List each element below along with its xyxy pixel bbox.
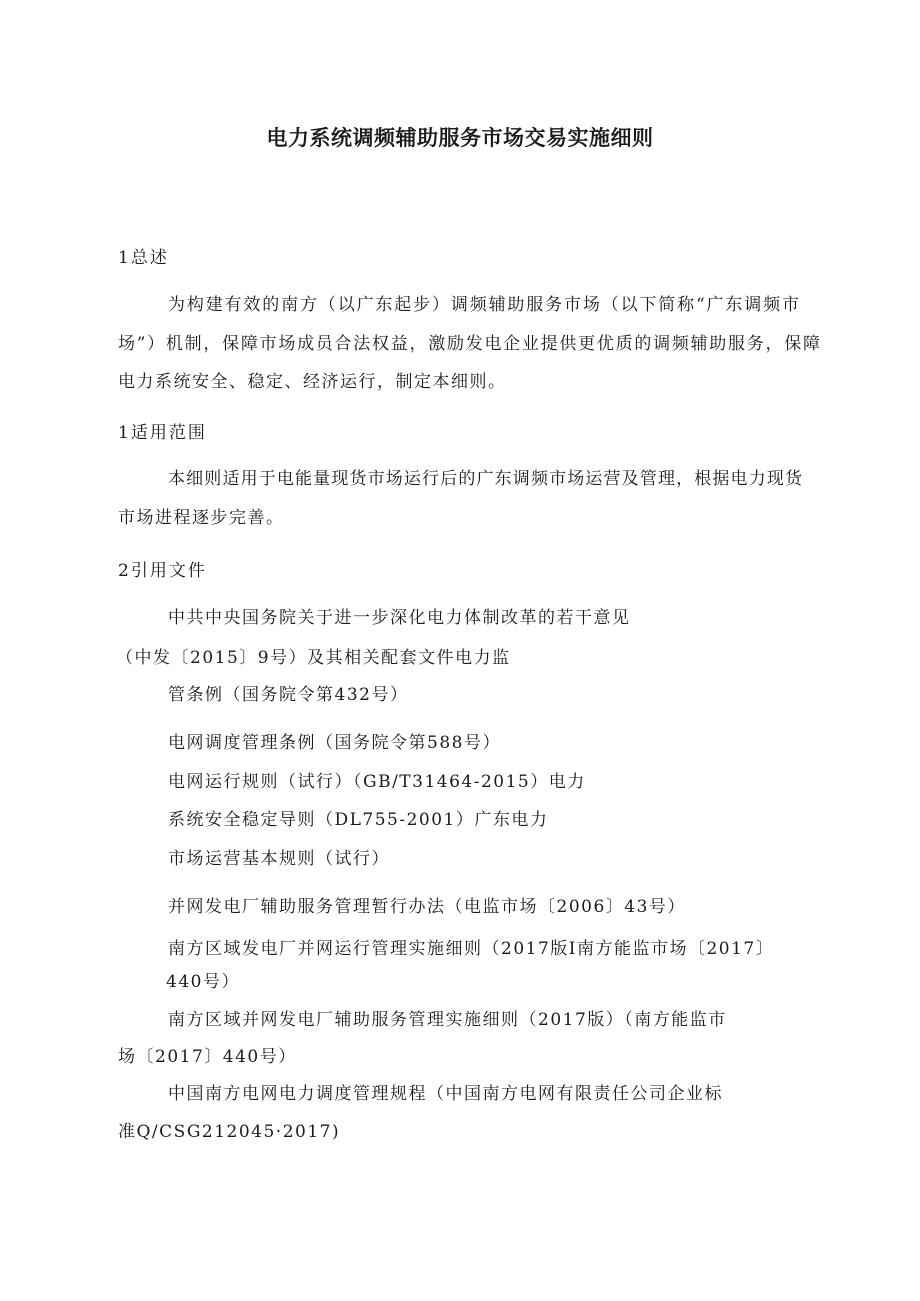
document-title: 电力系统调频辅助服务市场交易实施细则	[266, 126, 654, 150]
paragraph-line: 本细则适用于电能量现货市场运行后的广东调频市场运营及管理，根据电力现货	[168, 469, 802, 489]
paragraph-line: 电力系统安全、稳定、经济运行，制定本细则。	[118, 372, 507, 392]
paragraph-line: 场”）机制，保障市场成员合法权益，激励发电企业提供更优质的调频辅助服务，保障	[118, 334, 820, 354]
reference-line: 440号）	[166, 972, 240, 992]
section-heading-general: 1总述	[118, 248, 169, 268]
reference-line: 准Q/CSG212045·2017)	[118, 1122, 341, 1142]
reference-line: 系统安全稳定导则（DL755-2001）广东电力	[168, 810, 549, 830]
section-heading-references: 2引用文件	[118, 561, 207, 581]
section-heading-scope: 1适用范围	[118, 423, 207, 443]
reference-line: 南方区域并网发电厂辅助服务管理实施细则（2017版）（南方能监市	[168, 1010, 727, 1030]
reference-line: 市场运营基本规则（试行）	[168, 849, 390, 869]
reference-line: 南方区域发电厂并网运行管理实施细则（2017版I南方能监市场〔2017〕	[168, 939, 775, 959]
paragraph-line: 为构建有效的南方（以广东起步）调频辅助服务市场（以下简称“广东调频市	[168, 295, 799, 315]
reference-line: 电网调度管理条例（国务院令第588号）	[168, 733, 501, 753]
reference-line: （中发〔2015〕9号）及其相关配套文件电力监	[116, 648, 511, 668]
reference-line: 场〔2017〕440号）	[118, 1047, 297, 1067]
reference-line: 电网运行规则（试行）（GB/T31464-2015）电力	[168, 772, 586, 792]
paragraph-line: 市场进程逐步完善。	[118, 508, 285, 528]
reference-line: 管条例（国务院令第432号）	[168, 685, 409, 705]
reference-line: 并网发电厂辅助服务管理暂行办法（电监市场〔2006〕43号）	[168, 897, 686, 917]
reference-line: 中国南方电网电力调度管理规程（中国南方电网有限责任公司企业标	[168, 1084, 723, 1104]
reference-line: 中共中央国务院关于进一步深化电力体制改革的若干意见	[168, 608, 631, 628]
